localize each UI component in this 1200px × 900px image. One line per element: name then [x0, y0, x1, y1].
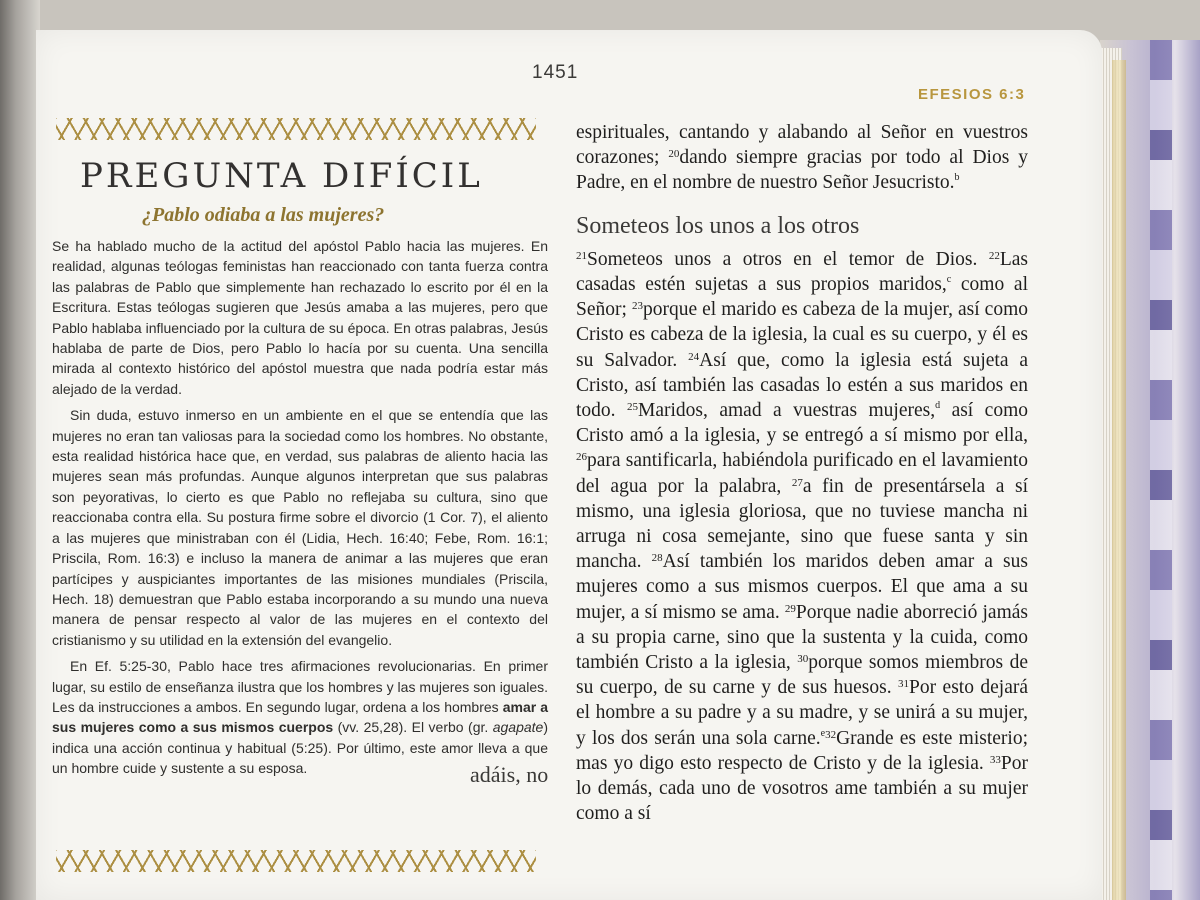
sidebar-italic-text: agapate	[492, 719, 544, 736]
scripture-paragraph	[576, 247, 1028, 827]
verse-number: 26	[576, 451, 587, 464]
sidebar-paragraph: Se ha hablado mucho de la actitud del apóstol Pablo hacia las mujeres. En realidad, algunas teólogas feministas han reaccionado con tanta fuerza contra las palabras de Pablo que simplemente han rechazado lo escrito por él en la Escritura. Estas teólogas sugieren que Jesús amaba a las mujeres, pero que Pablo hablaba influenciado por la cultura de su época. En otras palabras, Jesús hablaba de parte de Dios, pero Pablo lo hacía por su cuenta. Una sencilla mirada al contexto histórico del apóstol muestra que nada podría estar más alejado de la verdad.	[52, 238, 548, 397]
verse-text: así como Cristo amó a la iglesia, y se entregó a sí mismo por ella,	[576, 400, 1029, 447]
verse-number: 31	[898, 678, 910, 691]
verse-number: 33	[989, 753, 1001, 766]
verse-text: espirituales, cantando y alabando al Señor en vuestros corazones;	[576, 122, 1028, 169]
left-page-edge	[0, 0, 40, 900]
verse-text: Así que, como la iglesia está sujeta a Cristo, así también las casadas lo estén a sus maridos en todo.	[576, 349, 1028, 422]
verse-text: Las casadas estén sujetas a sus propios maridos,	[576, 248, 1028, 296]
sidebar-title: PREGUNTA DIFÍCIL	[80, 156, 483, 196]
sidebar-text: En Ef. 5:25-30, Pablo hace tres afirmaciones revolucionarias. En primer lugar, su estilo de enseñanza ilustra que los hombres y las mujeres son iguales. Les da instrucciones a ambos. En segundo lugar, ordena a los hombres	[52, 658, 548, 715]
verse-text: a fin de presentársela a sí mismo, una iglesia gloriosa, que no tuviese mancha ni arruga ni cosa semejante, sino que fuese santa y sin mancha.	[576, 475, 1028, 573]
footnote-marker: b	[954, 172, 960, 184]
verse-number: 23	[631, 300, 643, 313]
sidebar-text: (vv. 25,28). El verbo (gr.	[333, 719, 493, 736]
chevron-border-bottom	[56, 850, 536, 872]
verse-text: dando siempre gracias por todo al Dios y Padre, en el nombre de nuestro Señor Jesucristo.	[576, 147, 1029, 194]
sidebar-text: ) indica una acción continua y habitual (5:25). Por último, este amor lleva a que un hombre cuide y sustente a su esposa.	[52, 719, 548, 777]
verse-number: 30	[797, 653, 809, 666]
verse-number: 27	[791, 476, 803, 489]
footnote-marker: c	[946, 274, 952, 286]
scripture-paragraph	[576, 120, 1028, 196]
sidebar-bold-text: amar a sus mujeres como a sus mismos cuerpos	[52, 698, 548, 736]
verse-text: Así también los maridos deben amar a sus mujeres como a sus mismos cuerpos. El que ama a su mujer, a sí mismo se ama.	[576, 551, 1028, 623]
scripture-column	[576, 120, 1028, 826]
page-number: 1451	[532, 62, 579, 83]
sidebar-paragraph: Sin duda, estuvo inmerso en un ambiente en el que se entendía que las mujeres no eran tan valiosas para la sociedad como los hombres. No obstante, esta realidad histórica hace que, en verdad, sus palabras de aliento hacia las mujeres sean más profundas. Aunque algunos interpretan que sus palabras son peyorativas, lo cierto es que Pablo no reflejaba su cultura, sino que reaccionaba contra ella. Su postura firme sobre el divorcio (1 Cor. 7), el aliento a las mujeres que ministraban con él (Lidia, Hech. 16:40; Febe, Rom. 16:1; Priscila, Rom. 16:3) e incluso la manera de animar a las mujeres que eran partícipes y auspiciantes importantes de las misiones mundiales (Priscila, Hech. 18) demuestran que Pablo estaba incorporando a su mundo una nueva manera de pensar respecto al valor de las mujeres en el contexto del cristianismo y su utilidad en la extensión del evangelio.	[52, 407, 548, 648]
footnote-marker: e	[820, 727, 826, 739]
verse-number: 21	[576, 249, 587, 262]
footnote-marker: d	[935, 400, 941, 412]
sidebar-paragraph	[52, 656, 548, 778]
verse-text: como al Señor;	[576, 274, 1029, 321]
running-head: EFESIOS 6:3	[918, 86, 1026, 103]
verse-number: 24	[688, 350, 700, 363]
section-heading: Someteos los unos a los otros	[576, 212, 860, 239]
cover-pattern	[1150, 40, 1172, 900]
sidebar-body	[52, 236, 548, 785]
verse-text: Maridos, amad a vuestras mujeres,	[638, 400, 936, 422]
verse-text: Por lo demás, cada uno de vosotros ame también a su mujer como a sí	[576, 752, 1028, 825]
verse-text: Someteos unos a otros en el temor de Dios.	[587, 248, 989, 270]
verse-number: 22	[988, 249, 1000, 262]
verse-number: 20	[668, 148, 680, 161]
verse-text: para santificarla, habiéndola purificado en el lavamiento del agua por la palabra,	[576, 450, 1028, 497]
verse-number: 25	[627, 401, 639, 414]
verse-text: Porque nadie aborreció jamás a su propia carne, sino que la sustenta y la cuida, como también Cristo a la iglesia,	[576, 601, 1028, 674]
cut-off-text: adáis, no	[470, 762, 549, 787]
sidebar-subtitle: ¿Pablo odiaba a las mujeres?	[142, 204, 385, 226]
verse-number: 28	[651, 552, 663, 565]
verse-number: 29	[784, 602, 796, 615]
chevron-border-top	[56, 118, 536, 140]
verse-text: porque el marido es cabeza de la mujer, así como Cristo es cabeza de la iglesia, la cual es su cuerpo, y él es su Salvador.	[576, 299, 1028, 371]
verse-number: 32	[825, 728, 837, 741]
verse-text: porque somos miembros de su cuerpo, de su carne y de sus huesos.	[576, 652, 1028, 699]
gilded-edge	[1112, 60, 1126, 900]
verse-text: Grande es este misterio; mas yo digo esto respecto de Cristo y de la iglesia.	[576, 727, 1028, 774]
verse-text: Por esto dejará el hombre a su padre y a su madre, y se unirá a su mujer, y los dos serán una sola carne.	[576, 677, 1028, 749]
